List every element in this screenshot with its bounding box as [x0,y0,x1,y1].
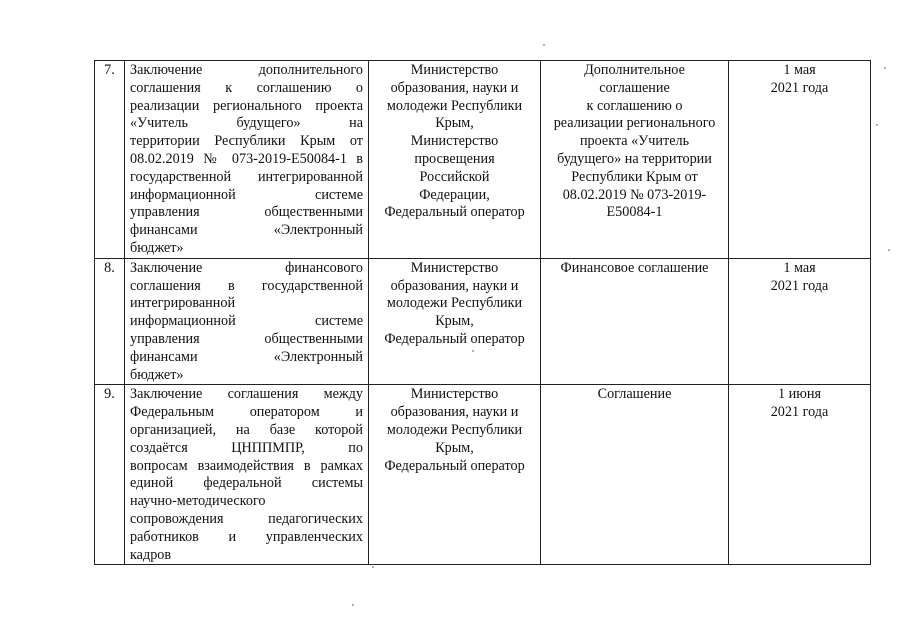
row-number-text: 7. [104,62,115,78]
plan-table [94,60,871,565]
result-line: Финансовое соглашение [560,259,709,276]
scan-speck [352,604,354,606]
task-line: интегрированной [130,295,236,312]
result-line: проекта «Учитель [579,133,690,150]
result-line: E50084-1 [606,204,663,221]
task-line: управления общественными [130,204,363,221]
task-line: финансами «Электронный [130,222,363,239]
task-line: работников и управленческих [130,528,363,545]
task-line: 08.02.2019 № 073-2019-E50084-1 в [130,150,363,167]
executor-line: Федеральный оператор [384,330,525,347]
executor-line: Крым, [435,115,474,132]
task-line: реализации регионального проекта [130,97,363,114]
task-line: соглашения к соглашению о [130,79,363,96]
scan-speck [372,566,374,568]
task-line: информационной системе [130,313,363,330]
row-number-text: 9. [104,386,115,403]
task-line: информационной системе [130,186,363,203]
deadline [729,258,871,385]
scan-speck [543,44,545,46]
plan-table-body [95,61,871,565]
table-row [95,258,871,385]
result-line: Соглашение [597,386,672,403]
table-row [95,61,871,259]
deadline [729,385,871,565]
task-line: организацией, на базе которой [130,421,363,438]
row-number [95,385,125,565]
task-line: создаётся ЦНППМПР, по [130,439,363,456]
executor-line: молодежи Республики [386,97,523,114]
deadline-line: 2021 года [770,404,829,421]
task-line: Заключение финансового [130,259,363,276]
task-line: «Учитель будущего» на [130,115,363,132]
task-line: территории Республики Крым от [130,133,363,150]
executor-line: Министерство [410,62,499,78]
task-line: вопросам взаимодействия в рамках [130,457,363,474]
executor-line: Министерство [410,259,499,276]
task-line: государственной интегрированной [130,168,363,185]
task-description [125,258,369,385]
responsible-executor [369,258,541,385]
result-line: 08.02.2019 № 073-2019- [562,186,707,203]
task-description [125,385,369,565]
deadline-line: 1 мая [783,259,816,276]
task-line: единой федеральной системы [130,475,363,492]
executor-line: Федерации, [419,186,490,203]
task-line: управления общественными [130,330,363,347]
result-line: соглашение [599,79,670,96]
scan-speck [884,67,886,69]
row-number [95,258,125,385]
task-description [125,61,369,259]
task-line: Федеральным оператором и [130,404,363,421]
executor-line: Федеральный оператор [384,457,525,474]
expected-result [541,61,729,259]
deadline-line: 2021 года [770,277,829,294]
deadline-line: 2021 года [770,79,829,96]
scan-speck [876,124,878,126]
table-row [95,385,871,565]
executor-line: Крым, [435,439,474,456]
executor-line: Федеральный оператор [384,204,525,221]
expected-result [541,385,729,565]
executor-line: образования, науки и [390,404,519,421]
task-line: Заключение дополнительного [130,62,363,78]
task-line: финансами «Электронный [130,348,363,365]
task-line: соглашения в государственной [130,277,363,294]
executor-line: Крым, [435,313,474,330]
result-line: реализации регионального [553,115,716,132]
executor-line: молодежи Республики [386,295,523,312]
result-line: Республики Крым от [571,168,698,185]
task-line: сопровождения педагогических [130,510,363,527]
responsible-executor [369,61,541,259]
result-line: Дополнительное [584,62,685,78]
executor-line: Министерство [410,386,499,403]
executor-line: образования, науки и [390,79,519,96]
executor-line: просвещения [414,150,495,167]
executor-line: Российской [419,168,490,185]
result-line: к соглашению о [586,97,683,114]
executor-line: образования, науки и [390,277,519,294]
scan-speck [472,350,474,352]
deadline [729,61,871,259]
result-line: будущего» на территории [557,150,712,167]
task-line: бюджет» [130,239,184,256]
task-line: научно-методического [130,493,266,510]
scan-speck [888,249,890,251]
task-line: Заключение соглашения между [130,386,363,403]
task-line: кадров [130,546,172,563]
deadline-line: 1 июня [778,386,821,403]
row-number-text: 8. [104,259,115,276]
deadline-line: 1 мая [783,62,816,78]
expected-result [541,258,729,385]
executor-line: молодежи Республики [386,421,523,438]
responsible-executor [369,385,541,565]
row-number [95,61,125,259]
executor-line: Министерство [410,133,499,150]
task-line: бюджет» [130,366,184,383]
